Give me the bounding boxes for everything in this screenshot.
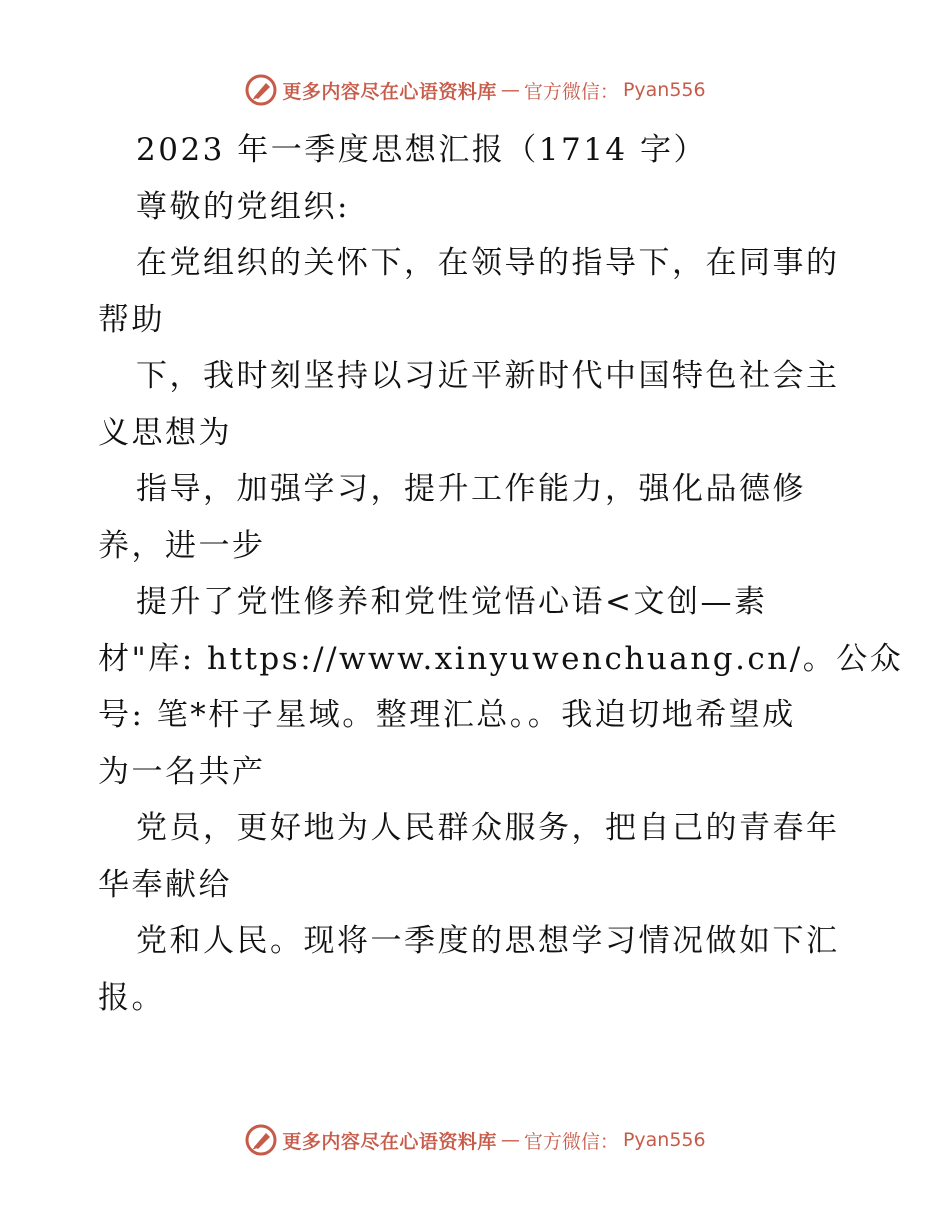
banner-wechat-id: Pyan556 [622,1129,706,1151]
document-salutation: 尊敬的党组织: [136,188,350,225]
pen-nib-logo-icon [244,73,278,107]
paragraph-line: 下，我时刻坚持以习近平新时代中国特色社会主 [136,358,840,394]
banner-brand-text: 更多内容尽在心语资料库 [282,80,497,103]
paragraph-line: 华奉献给 [98,866,232,903]
paragraph-line: 义思想为 [98,414,232,451]
banner-wechat-label: 官方微信： [523,1130,619,1153]
pen-nib-logo-icon [244,1123,278,1157]
paragraph-line: 指导，加强学习，提升工作能力，强化品德修 [136,471,806,507]
paragraph-line: 报。 [98,979,165,1016]
paragraph-line: 养，进一步 [98,527,266,564]
document-title: 2023 年一季度思想汇报（1714 字） [136,132,707,168]
paragraph-line: 党和人民。现将一季度的思想学习情况做如下汇 [136,923,840,959]
paragraph-line: 在党组织的关怀下，在领导的指导下，在同事的 [136,245,840,281]
footer-banner [0,1120,950,1160]
document-body [98,122,904,1026]
paragraph-line: 为一名共产 [98,753,266,790]
banner-separator: — [500,79,520,101]
paragraph-line: 党员，更好地为人民群众服务，把自己的青春年 [136,810,840,846]
banner-wechat-label: 官方微信： [523,80,619,103]
banner-separator: — [500,1129,520,1151]
paragraph-line: 号: 笔*杆子星域。整理汇总。。我迫切地希望成 [98,697,796,733]
banner-wechat-id: Pyan556 [622,79,706,101]
banner-brand-text: 更多内容尽在心语资料库 [282,1130,497,1153]
paragraph-line: 提升了党性修养和党性觉悟心语<文创—素 [136,584,768,620]
paragraph-line: 帮助 [98,301,165,338]
header-banner [0,70,950,110]
paragraph-line: 材"库: https://www.xinyuwenchuang.cn/。公众 [98,640,904,677]
